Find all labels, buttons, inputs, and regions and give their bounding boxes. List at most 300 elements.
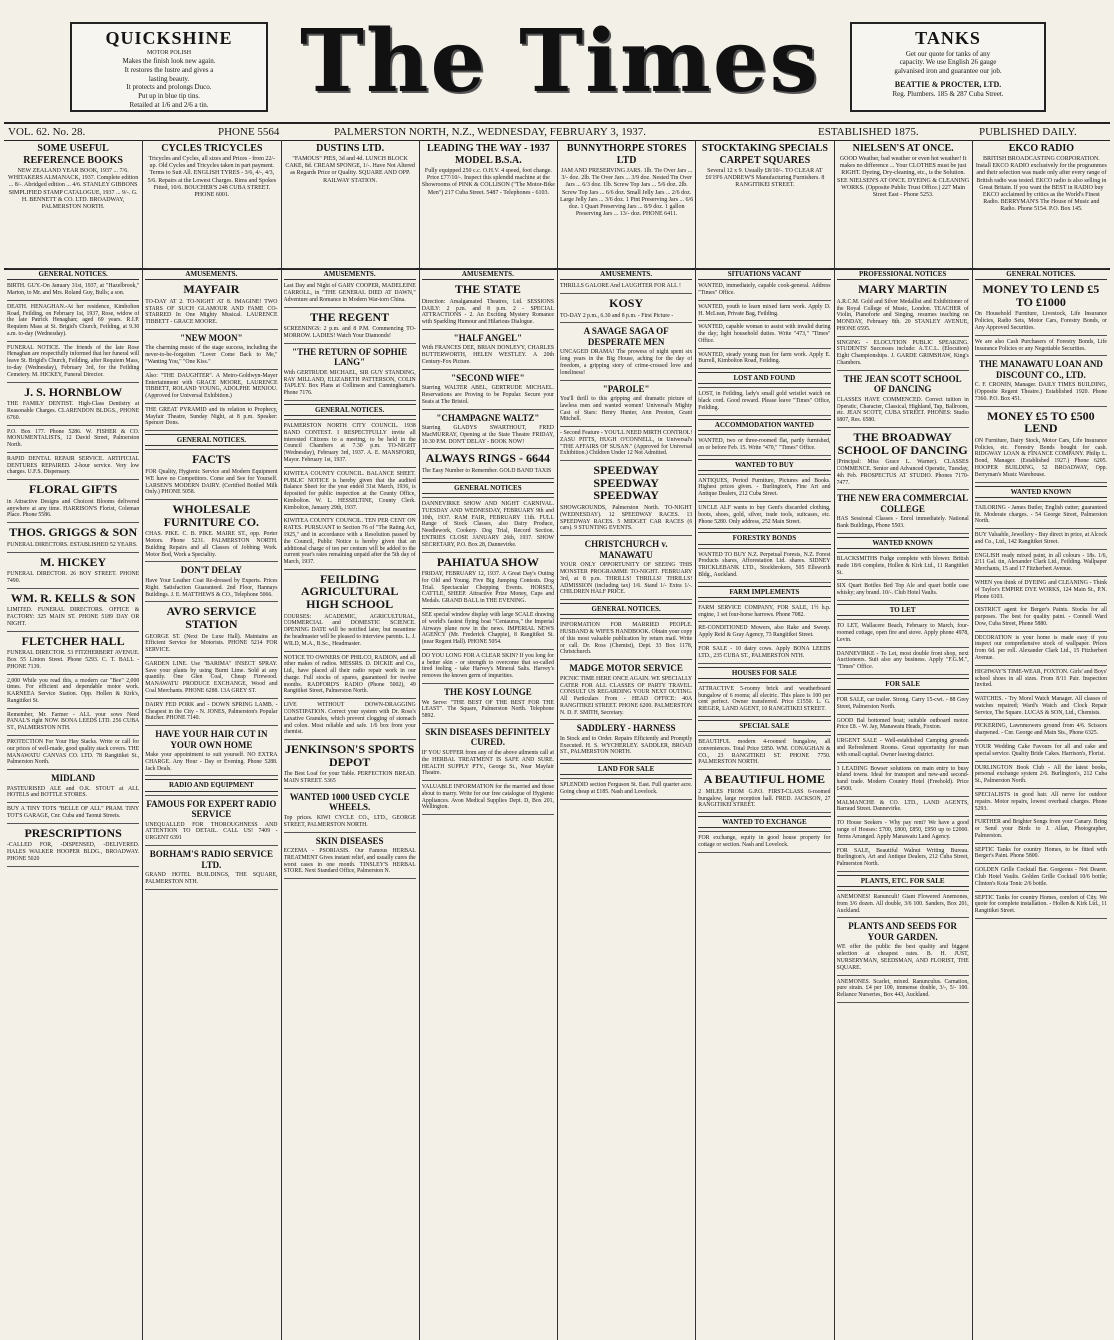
divider [284, 467, 416, 468]
column [560, 268, 692, 1340]
column-rule [142, 268, 143, 1340]
advert-subheadline: "SECOND WIFE" [451, 372, 525, 383]
divider [422, 608, 554, 609]
top-advert-text: Tricycles and Cycles, all sizes and Prices - from 22/- up. Old Cycles and Tricycles taken in part payment. Terms to Suit All. ENGLISH TYRES - 3/6, 4/-, 4/3, 5/6. Repairs at the Lowest Charges. Rims and Spokes Fitted, 10/6. BOUCHER'S 248 CUBA STREET. PHONE 6001. [147, 156, 277, 198]
top-advert-heading: EKCO RADIO [1008, 143, 1075, 154]
advert-subheadline: THE MANAWATU LOAN AND DISCOUNT CO., LTD. [978, 359, 1103, 380]
divider [837, 693, 969, 694]
divider [7, 823, 139, 824]
notice-text: FOR Quality, Hygienic Service and Modern Equipment WE have no Competitors. Come and See for Yourself. LARSEN'S MODERN DAIRY. (Certified Bottled Milk Only.) PHONE 5058. [145, 469, 278, 496]
advert-headline: J. S. HORNBLOW [24, 384, 123, 399]
divider [837, 647, 969, 648]
notice-text: LIMITED. FUNERAL DIRECTORS. OFFICE & FACTORY: 325 MAIN ST. PHONE 5189 DAY OR NIGHT. [7, 607, 140, 627]
divider [560, 460, 692, 461]
top-advert-heading: LEADING THE WAY - 1937 MODEL B.S.A. [426, 143, 550, 166]
notice-text: WANTED, immediately, capable cook-general. Address "Times" Office. [698, 283, 831, 296]
divider [422, 552, 554, 553]
right-ear-advert [850, 22, 1046, 112]
divider [7, 631, 139, 632]
divider [698, 812, 830, 813]
divider [975, 603, 1107, 604]
notice-text: UNCAGED DRAMA! The prowess of night spent six long years in the Big House, aching for the day of freedom, a gripping story of crime-crossed love and loneliness! [560, 349, 693, 376]
divider [145, 369, 277, 370]
notice-text: SCREENINGS: 2 p.m. and 8 P.M. Commencing TO-MORROW. LADIES! Watch Your Diamonds! [283, 326, 416, 339]
notice-text: SINGING - ELOCUTION PUBLIC SPEAKING. STUDENTS' Successes include: A.T.C.L. (Elocution) Eight Championships. J. GARDE GRIMSHAW, King's Chambers. [836, 339, 969, 367]
notice-text: We are also Cash Purchasers of Forestry Bonds, Life Insurance Policies or any Negotiable Securities. [974, 338, 1107, 352]
column [7, 268, 139, 1340]
divider [422, 814, 554, 815]
divider [698, 735, 830, 736]
divider [698, 831, 830, 832]
top-advert-heading: CYCLES TRICYCLES [161, 143, 263, 154]
notice-text: CHAS. PIKE. C. B. PIKE. MAIRE ST., opp. Porter Motors. Phone 5231. PALMERSTON NORTH. Building Repairs and all Classes of Jobbing Work. Motor Bod, Work a Speciality. [145, 531, 278, 558]
divider [422, 649, 554, 650]
notice-text: DEATH. HENAGHAN.-At her residence, Kimbolton Road, Feilding, on February 1st, 1937, Rose, widow of the late Patrick Henaghan; aged 69 years. R.I.P. Requiem Mass at St. Brigid's Church, Feilding, at 9.30 a.m. to-day (Wednesday). [7, 303, 140, 337]
notice-text: Last Day and Night of GARY COOPER, MADELEINE CARROLL, in "THE GENERAL DIED AT DAWN," Adventure and Romance in Modern War-torn China. [283, 283, 416, 303]
notice-text: We Serve: "THE BEST OF THE BEST FOR THE LEAST". The Square, Palmerston North. Telephone 5892. [421, 699, 554, 720]
notice-text: In Stock and to Order. Repairs Efficiently and Promptly Executed. H. S. WYCHERLEY. SADDLER, BROAD ST., PALMERSTON NORTH. [560, 735, 693, 756]
column-rule [281, 268, 282, 1340]
advert-subheadline: THE KOSY LOUNGE [444, 687, 532, 698]
notice-text: FOR SALE, Beautiful Walnut Writing Bureau. Burlington's, Art and Antique Dealers, 212 Cuba Street, Palmerston North. [836, 847, 969, 868]
divider [560, 799, 692, 800]
divider [837, 579, 969, 580]
divider [284, 832, 416, 833]
column-rule [557, 268, 558, 1340]
notice-text: DISTRICT agent for Berger's Paints. Stocks for all purposes. The best for quality paint. - Connell Ward Dow, Cuba Street, Phone 5880. [974, 607, 1107, 627]
column-heading: AMUSEMENTS. [560, 268, 692, 280]
notice-text: GOOD Bal bottomed boat; suitable outboard motor. Price £8. - W. Jay, Manawatu Heads, Foxton. [836, 717, 969, 731]
divider [837, 533, 969, 534]
advert-subheadline: DON'T DELAY [180, 565, 243, 576]
notice-text: BLACKSMITHS Fudge complete with blower. British made 18/6 complete, Hollen & Kirk Ltd., 11 Rangitikei St. [836, 556, 969, 576]
notice-text: P.O. Box 177. Phone 5286. W. FISHER & CO. MONUMENTALISTS, 12 David Street, Palmerston North. [7, 428, 140, 449]
notice-text: HIGHWAY'S TIME-WEAR, FOXTON. Girls' and Boys' school shoes in all sizes. From 8/11 Pair. Inspection Invited. [974, 668, 1107, 689]
column-heading: SITUATIONS VACANT [698, 268, 830, 280]
top-advert-text: Several 12 x 9. Usually £8/10/-. TO CLEAR AT £6'19'6 ANDREW'S Manufacturing Furnishers. 8 RANGITIKEI STREET. [705, 168, 825, 189]
divider [145, 430, 277, 431]
divider [698, 663, 830, 664]
section-heading: LOST AND FOUND [698, 372, 830, 384]
divider [698, 852, 830, 853]
divider [975, 665, 1107, 666]
divider [560, 380, 692, 381]
divider [837, 552, 969, 553]
notice-text: RE-CONDITIONED Mowers, also Rake and Sweep. Apply Reid & Gray Agency, 73 Rangitikei Street. [698, 625, 831, 639]
divider [7, 522, 139, 523]
divider [422, 329, 554, 330]
divider [7, 425, 139, 426]
divider [837, 890, 969, 891]
notice-text: KIWITEA COUNTY COUNCIL. TEN PER CENT ON RATES. PURSUANT to Section 76 of "The Rating Act, 1925," and in accordance with a Resolution passed by the Council, Public Notice is hereby given that an additional charge of ten per centum will be added to the current year's rates remaining unpaid after the 5th day of March, 1937. [283, 518, 416, 566]
advert-headline: KOSY [609, 295, 644, 310]
top-advert [4, 140, 142, 268]
notice-text: The charming music of the stage success, including the never-to-be-forgotten "Lover Come Back to Me," "Wanting You," "One Kiss." [145, 345, 278, 365]
divider [145, 499, 277, 500]
divider [975, 406, 1107, 407]
section-heading: GENERAL NOTICES. [560, 603, 692, 615]
notice-text: in Attractive Designs and Choicest Blooms delivered anywhere at any time. HARRISON'S Florist, Coleman Place. Phone 5586. [7, 498, 140, 519]
notice-text: DECORATION is your home is made easy if you inspect our comprehensive stock of wallpaper. Prices from 6d. per roll. Alexander Clark Ltd., 15 Fitzherbert Avenue. [974, 634, 1107, 661]
divider [698, 474, 830, 475]
notice-text: WANTED TO BUY N.Z. Perpetual Forests, N.Z. Forest Products shares, Afforestation Ltd. shares. SIDNEY TRICKLEBANK LTD., Stockbrokers, 505 Ellsworth Bldg., Auckland. [698, 551, 831, 578]
advert-subheadline: MADGE MOTOR SERVICE [569, 663, 683, 674]
advert-headline: FEILDING AGRICULTURAL HIGH SCHOOL [300, 571, 399, 612]
divider [560, 759, 692, 760]
left-ear-sub: MOTOR POLISH [146, 49, 192, 56]
divider [698, 455, 830, 456]
left-ear-line: Makes the finish look new again. [122, 57, 216, 65]
advert-subheadline: A SAVAGE SAGA OF DESPERATE MEN [583, 326, 669, 347]
divider [284, 788, 416, 789]
notice-text: FOR SALE - 10 dairy cows. Apply BONA LEEDS LTD., 235 CUBA ST., PALMERSTON NTH. [698, 646, 831, 659]
top-advert-text: JAM AND PRESERVING JARS. 1lb. Tie Over Jars ... 3/- doz. 2lb. Tie Over Jars ... 3/9 doz. Nested Tin Over Jars ... 6/3 doz. 1lb. Screw Top Jars ... 5/6 doz. 2lb. Screw Top Jars ... 6/6 doz. Small Jelly Jars ... 2/6 doz. Large Jelly Jars ... 3/6 doz. 1 Pint Preserving Jars ... 6/6 doz. 1 Quart Preserving Jars ... 8/9 doz. 1 gallon Preserving Jars ... 13/- doz. PHONE 6411. [560, 168, 694, 218]
divider [284, 514, 416, 515]
notice-text: FUNERAL DIRECTOR. 26 BOY STREET. PHONE 7490. [7, 571, 140, 584]
advert-subheadline: FAMOUS FOR EXPERT RADIO SERVICE [146, 798, 277, 820]
section-heading: WANTED TO EXCHANGE [698, 816, 830, 828]
notice-text: WANTED, youth to learn mixed farm work. Apply D. H. McLean, Private Bag, Feilding. [698, 303, 831, 317]
divider [560, 426, 692, 427]
notice-text: TAILORING - James Butler, English cutter; guaranteed fit. Moderate charges. - 54 George Street, Palmerston North. [974, 504, 1107, 525]
left-ear-line: It protects and prolongs Duco. [126, 83, 212, 92]
notice-text: FOR exchange, equity in good house property for cottage or section. Nash and Lovelock. [698, 835, 831, 849]
notice-text: With GERTRUDE MICHAEL, SIR GUY STANDING, RAY MILLAND, ELIZABETH PATTERSON, COLIN TAPLEY. Box Plans at Collinson and Cunninghame's. Phone 7176. [283, 369, 416, 397]
divider [975, 740, 1107, 741]
notice-text: THE GREAT PYRAMID and its relation to Prophecy, Mayfair Theatre, Sunday Night, at 8 p.m. Speaker: Spencer Dons. [145, 406, 278, 427]
divider [698, 320, 830, 321]
notice-text: MALMANCHE & CO. LTD., LAND AGENTS, Barraud Street. Dannevirke. [836, 799, 969, 813]
notice-text: ON Furniture, Dairy Stock, Motor Cars, Life Insurance Policies, etc. Forestry Bonds bought for cash. RIDGWAY LOAN & FINANCE COMPANY. Philip L. Bond, Manager. (Established 1927.) Phone 6205. HOOPER BUILDING, 52 BROADWAY, Opp. Berryman's Music Warehouse. [974, 437, 1107, 478]
notice-text: NOTICE TO OWNERS OF PHILCO, RADION, and all other makes of radios. MESSRS. D. DICKIE and Co., Ltd., have placed all their radio repair work in our charge. Full stocks of spares, guaranteed for twelve months. RADFORD'S RADIO (Phone 5002), 49 Rangitikei Street, Palmerston North. [283, 654, 416, 695]
divider [837, 762, 969, 763]
notice-text: BEAUTIFUL modern 4-roomed bungalow, all conveniences. Total Price £850. WM. CONAGHAN & CO., 23 RANGITIKEI ST. PHONE 7750. PALMERSTON NORTH. [698, 739, 831, 766]
divider [698, 434, 830, 435]
divider [145, 449, 277, 450]
divider [837, 734, 969, 735]
notice-text: Top prices. KIWI CYCLE CO., LTD., GEORGE STREET, PALMERSTON NORTH. [283, 814, 416, 828]
advert-headline: THE STATE [454, 282, 521, 297]
place-and-date: PALMERSTON NORTH, N.Z., WEDNESDAY, FEBRUARY 3, 1937. [334, 126, 646, 138]
section-heading: WANTED KNOWN [975, 486, 1107, 498]
section-heading: PLANTS, ETC. FOR SALE [837, 875, 969, 887]
notice-text: DANNEVIRKE - To Let, most double front shop, next Auctioneers. Suit also any business. Apply "F.G.M.", "Times" Office. [836, 650, 969, 671]
advert-subheadline: PLANTS AND SEEDS FOR YOUR GARDEN. [848, 921, 958, 942]
advert-headline: JENKINSON'S SPORTS DEPOT [284, 742, 415, 769]
notice-text: LOST, in Feilding, lady's small gold wristlet watch on black cord. Good reward. Please leave "Times" Office, Feilding. [698, 391, 831, 411]
notice-text: GARDEN LINE. Use "BARIMA" INSECT SPRAY. Save your plants by using Burnt Lime. Sold at any quantity. One Glen Coal, Cheap Firewood. MANAWATU PRODUCE EXCHANGE, Wood and Coal Merchants. PHONE 6288. 13A GREY ST. [145, 660, 278, 694]
divider [145, 561, 277, 562]
divider [837, 871, 969, 872]
divider [145, 698, 277, 699]
divider [284, 419, 416, 420]
advert-headline: PAHIATUA SHOW [436, 554, 539, 569]
column-heading: AMUSEMENTS. [145, 268, 277, 280]
published-daily: PUBLISHED DAILY. [979, 126, 1077, 138]
divider [698, 716, 830, 717]
advert-subheadline: SKIN DISEASES [315, 835, 384, 846]
advert-headline: THOS. GRIGGS & SON [9, 525, 138, 540]
advert-subheadline: "NEW MOON" [180, 332, 243, 343]
column-rule [419, 268, 420, 1340]
notice-text: BUY A TINY TOTS "BELLE OF ALL" PRAM. TINY TOT'S GARAGE, Cnr. Cuba and Taonui Streets. [7, 806, 140, 819]
top-advert [419, 140, 557, 268]
notice-text: LIVE WITHOUT DOWN-DRAGGING CONSTIPATION. Correct your system with Dr. Ross's Laxative Granules, which prevent clogging of stomach and colon. Most reliable and safe. 1/6 box from your chemist. [283, 702, 416, 736]
advert-subheadline: THE NEW ERA COMMERCIAL COLLEGE [837, 493, 969, 514]
divider [284, 307, 416, 308]
notice-text: GRAND HOTEL BUILDINGS, THE SQUARE, PALMERSTON NTH. [145, 872, 278, 885]
established-year: ESTABLISHED 1875. [818, 126, 919, 138]
divider [837, 1002, 969, 1003]
advert-headline: THE BROADWAY SCHOOL OF DANCING [837, 429, 968, 457]
column [284, 268, 416, 1340]
masthead [0, 0, 1114, 120]
divider [145, 795, 277, 796]
advert-headline: AVRO SERVICE STATION [166, 604, 257, 631]
left-ear-line: Put up in blue tip tins. [138, 92, 200, 100]
advert-headline: FLORAL GIFTS [28, 482, 118, 497]
divider [560, 618, 692, 619]
notice-text: 2 MILES FROM G.P.O. FIRST-CLASS 6-roomed bungalow, large reception hall. FRED. JACKSON, 27 RANGITIKEI STREET. [698, 788, 831, 809]
column [698, 268, 830, 1340]
advert-subheadline: HAVE YOUR HAIR CUT IN YOUR OWN HOME [155, 729, 268, 750]
divider [698, 300, 830, 301]
section-heading: RADIO AND EQUIPMENT [145, 779, 277, 791]
divider [7, 674, 139, 675]
column [837, 268, 969, 1340]
notice-text: Make your appointment to suit yourself. NO EXTRA CHARGE. Any Hour - Day or Evening. Phone 5288. Jack Deals. [145, 752, 278, 772]
section-heading: SPECIAL SALE [698, 720, 830, 732]
advert-subheadline: SADDLERY - HARNESS [576, 723, 676, 734]
notice-text: GOLDEN Grille Cocktail Bar. Gorgeous - Not Dearer. Club Hotel Vaults. Golden Grille Cocktail 10/6 bottle; Clinton's Koia Tonic 2/6 bottle. [974, 867, 1107, 887]
notice-text: - Second Feature - YOU'LL NEED MIRTH CONTROL! ZASU PITTS, HUGH O'CONNELL, in Universal's "THE AFFAIRS OF SUSAN." (Approved for Universal Exhibition.) Children Under 12 Not Admitted. [560, 430, 693, 457]
divider [837, 816, 969, 817]
notice-text: Have Your Leather Coat Re-dressed by Experts. Prices Right. Satisfaction Guaranteed. 2nd Floor, Hannays Buildings. J. E. MATTHEWS & CO., Telephone 5066. [145, 577, 278, 598]
notice-text: SPLENDID section Ferguson St. East. Full quarter acre. Going cheap at £185. Nash and Lovelock. [560, 782, 693, 796]
notice-text: FARM SERVICE COMPANY, FOR SALE, 1½ h.p. engine, 1 set four-horse harrows. Phone 7082. [698, 604, 831, 618]
section-heading: GENERAL NOTICES [422, 482, 554, 494]
advert-headline: SPEEDWAY SPEEDWAY SPEEDWAY [593, 463, 659, 503]
right-ear-heading: TANKS [915, 28, 981, 48]
right-ear-line: Get our quote for tanks of any [905, 49, 991, 58]
section-heading: TO LET [837, 604, 969, 616]
section-heading: GENERAL NOTICES. [284, 404, 416, 416]
notice-text: PASTEURISED ALE and O.K. STOUT at ALL HOTELS and BOTTLE STORES. [7, 785, 140, 799]
divider [698, 387, 830, 388]
notice-text: PROTECTION For Your Hay Stacks. Write or call for our prices of well-made, good quality stack covers. THE MANAWATU CANVAS CO. LTD. 78 Rangitikei St., Palmerston North. [7, 739, 140, 766]
notice-text: VALUABLE INFORMATION for the married and those about to marry. Write for our free catalogue of Hygienic Appliances. Avon Medical Supplies Dept. D, Box 201, Wellington. [421, 784, 554, 811]
notice-text: WHEN you think of DYEING and CLEANING - Think of Taylor's EMPIRE DYE WORKS, 124 Main St., P.N. Phone 6103. [974, 579, 1107, 600]
notice-text: SEPTIC Tanks for country Homes, comfort of City. We quote for complete installation. - Hollen & Kirk Ltd., 11 Rangitikei Street. [974, 894, 1107, 915]
divider [975, 843, 1107, 844]
divider [284, 878, 416, 879]
advert-headline: MAYFAIR [183, 282, 240, 297]
notice-text: TO-DAY AT 2. TO-NIGHT AT 8. IMAGINE! TWO STARS OF SUCH GLAMOUR AND FAME CO-STARRED In One Mighty Musical. LAURENCE TIBBETT - GRACE MOORE. [145, 298, 278, 326]
notice-text: DAIRY FED PORK and - DOWN SPRING LAMB. - Cheapest in the City - N. JONES, Palmerston's Popular Butcher. PHONE 7140. [145, 701, 278, 722]
column-heading: AMUSEMENTS. [284, 268, 416, 280]
notice-text: Starring WALTER ABEL, GERTRUDE MICHAEL. Reservations are Proving to be Popular. Secure your Seats at The Bristol. [421, 385, 554, 405]
divider [422, 448, 554, 449]
divider [975, 788, 1107, 789]
top-advert [695, 140, 833, 268]
right-ear-line: galvanised iron and guarantee our job. [894, 67, 1002, 75]
divider [284, 569, 416, 570]
notice-text: ANTIQUES, Period Furniture, Pictures and Books. Highest prices given. - Burlington's, Fine Art and Antique Dealers, 212 Cuba Street. [698, 477, 831, 498]
notice-text: PICNIC TIME HERE ONCE AGAIN. WE SPECIALLY CATER FOR ALL CLASSES OF PARTY TRAVEL. CONSULT US REGARDING YOUR NEXT OUTING. All Particulars From - HEAD OFFICE: 40A RANGITIKEI STREET. PHONE 6200. PALMERSTON N. D. F. SMITH, Secretary. [560, 675, 693, 716]
notice-text: ANEMONES! Ranunculi! Giant Flowered Anemones, from 3/6 dozen. All double, 3/6 100. Sanders, Box 201, Auckland. [836, 894, 969, 914]
column-heading: PROFESSIONAL NOTICES [837, 268, 969, 280]
notice-text: WANTED, two or three-roomed flat, partly furnished, on or before Feb. 15. Write "470," "Times" Office. [698, 437, 831, 451]
column-heading: AMUSEMENTS. [422, 268, 554, 280]
notice-text: DO YOU LONG FOR A CLEAR SKIN? If you long for a better skin - or strength to overcome that so-called tired feeling - take Harvey's Mineral Salts. Harvey's removes the known germ of impurities. [421, 652, 554, 680]
section-heading: HOUSES FOR SALE [698, 667, 830, 679]
divider [560, 599, 692, 600]
notice-text: THRILLS GALORE And LAUGHTER FOR ALL ! [560, 283, 681, 290]
notice-text: DURLINGTON Book Club - All the latest books, personal exchange system 2/6. Burlington's, 212 Cuba St., Palmerston North. [974, 764, 1107, 785]
notice-text: On Household Furniture, Livestock, Life Insurance Policies, Radio Sets, Motor Cars, Forestry Bonds, or Any Approved Securities. [974, 311, 1107, 331]
notice-text: Direction: Amalgamated Theatres, Ltd. SESSIONS DAILY: 2 p.m. and 8 p.m. 2 - SPECIAL ATTRACTIONS - 2. An Exciting Mystery Romance with Sparkling Humour and Hilarious Dialogue. [421, 298, 554, 326]
notice-text: 3 LEADING Bowser solutions on main entry to busy inland towns. Ideal for transport and new-and second-hand trade. Modern Country Hotel (Freehold). Price £4500. [836, 765, 969, 792]
top-advert [281, 140, 419, 268]
notice-text: Also: "THE DAUGHTER". A Metro-Goldwyn-Mayer Entertainment with GRACE MOORE, LAURENCE TIBBETT, ROLAND YOUNG, ADOLPHE MENJOU. (Approved for Universal Exhibition.) [145, 372, 278, 400]
phone-number: PHONE 5564 [218, 126, 280, 138]
notice-text: ENGLISH ready mixed paint, in all colours - 18s. 1/6, 2/11 Gal. tin, Alexander Clark Ltd., Feilding. Wallpaper Merchants, 15 and 17 Fitzherbert Avenue. [974, 552, 1107, 573]
notice-text: PALMERSTON NORTH CITY COUNCIL. 1938 BAND CONTEST. I RESPECTFULLY invite all interested Citizens to a meeting, to be held in the Council Chambers at 7.30 p.m. TO-NIGHT (Wednesday), February 3rd, 1937. A. E. MANSFORD, Mayor. February 1st, 1937. [283, 423, 416, 463]
column [145, 268, 277, 1340]
column [422, 268, 554, 1340]
divider [975, 355, 1107, 356]
left-ear-heading: QUICKSHINE [105, 28, 233, 48]
divider [422, 683, 554, 684]
notice-text: A.R.C.M. Gold and Silver Medallist and Exhibitioner of the Royal College of Music, London. TEACHER of Violin, Pianoforte and Singing, resumes teaching on MONDAY, February 8th. 20 STANLEY AVENUE, PHONE 6595. [836, 298, 969, 332]
divider [975, 918, 1107, 919]
top-advert-heading: SOME USEFUL REFERENCE BOOKS [23, 143, 123, 166]
divider [975, 576, 1107, 577]
top-advert-text: "FAMOUS" PIES, 3d and 4d. LUNCH BLOCK CAKE, 8d. CREAM SPONGE, 1/-. Have Not Altered as Regards Price or Quality. SQUARE AND OPP. RAILWAY STATION. [285, 156, 415, 184]
notice-text: FOR SALE, car trailer. Strong. Carry 15-cwt. - 88 Grey Street, Palmerston North. [836, 697, 969, 710]
notice-text: BUY Valuable, Jewellery - Buy direct in price, at Alcock and Co., Ltd., 142 Rangitikei Street. [974, 532, 1107, 545]
notice-text: You'll thrill to this gripping and dramatic picture of lawless men and wanted women! Universal's Mighty Cast of Stars: Henry Hunter, Ann Preston, Grant Mitchell. [560, 396, 693, 423]
left-ear-line: It restores the lustre and gives a [124, 65, 214, 74]
divider [975, 549, 1107, 550]
notice-text: TO-DAY 2 p.m., 6.30 and 8 p.m. - First Picture - [560, 312, 674, 319]
section-heading: FOR SALE [837, 678, 969, 690]
advert-subheadline: "HALF ANGEL" [453, 332, 523, 343]
divider [837, 619, 969, 620]
top-advert-text: BRITISH BROADCASTING CORPORATION. Install EKCO RADIO exclusively for the programmes and their selection was made only after every range of British radio was tested. EKCO radio is also selling in Great Britain. If you want the BEST in RADIO buy EKCO acclaimed by critics as the World's Finest Radio. BERRYMAN'S The House of Music and Radio. Phone 5154. P.O. Box 145. [975, 156, 1107, 213]
top-advert-row [4, 140, 1110, 270]
notice-text: (Principal: Miss Grace L. Warner). CLASSES COMMENCE. Senior and Advanced Operatic, Tuesday, 4th Feb. PROSPECTUS AT STUDIO. Phones 7170-7477. [836, 459, 969, 486]
notice-text: TO LET, Wallacere Beach, February to March, four-roomed cottage, open fire and stove. Apply phone 4978, Levin. [836, 623, 969, 643]
dateline [4, 122, 1110, 141]
notice-text: SIX Quart Bottles Bed Top Ale and quart bottle case whisky; any brand. 10/-. Club Hotel Vaults. [836, 583, 969, 597]
left-ear-advert [70, 22, 268, 112]
divider [975, 335, 1107, 336]
notice-text: TO House Seekers - Why pay rent? We have a good range of Houses: £700, £800, £850, £950 up to £2000. Terms Arranged. Apply Manawatu Land Agency. [836, 820, 969, 840]
top-advert [972, 140, 1110, 268]
notice-text: FRIDAY, FEBRUARY 12, 1937. A Great Day's Outing for Old and Young. Five Big Jumping Contests. Dog Trial. Spectacular Chopping Events. HORSES, CATTLE, SHEEP. Attractive Prize Money, Cups and Medals. GRAND BALL in THE EVENING. [421, 571, 554, 605]
volume-number: VOL. 62. No. 28. [8, 126, 86, 138]
notice-text: ANEMONES. Scarlet, mixed. Ranunculus. Carnation, pure strain. £4 per 100, immense double, 3/-, 5/- 100. Reliance Nurseries, Box 443, Auckland. [836, 978, 969, 999]
divider [145, 775, 277, 776]
advert-subheadline: THE JEAN SCOTT SCHOOL OF DANCING [843, 373, 962, 395]
divider [837, 844, 969, 845]
advert-headline: PRESCRIPTIONS [24, 825, 122, 840]
divider [284, 698, 416, 699]
divider [284, 400, 416, 401]
notice-text: WANTED, steady young man for farm work. Apply E. Burrell, Kimbolton Road, Feilding. [698, 351, 831, 365]
section-heading: FARM IMPLEMENTS [698, 586, 830, 598]
advert-subheadline: CHRISTCHURCH v. MANAWATU [584, 539, 668, 560]
divider [145, 725, 277, 726]
divider [837, 600, 969, 601]
right-ear-line: Reg. Plumbers. 185 & 287 Cuba Street. [892, 89, 1004, 98]
notice-text: RAPID DENTAL REPAIR SERVICE. ARTIFICIAL DENTURES REPAIRED. 2-hour service. Very low charges. U.F.S. Dispensary. [7, 455, 140, 476]
top-advert [557, 140, 695, 268]
top-advert [834, 140, 972, 268]
advert-subheadline: BORHAM'S RADIO SERVICE LTD. [149, 849, 273, 870]
notice-text: URGENT SALE - Well-established Camping grounds and Refreshment Rooms. Great opportunity for man with small capital. Owner leaving district. [836, 738, 969, 758]
notice-text: SHOWGROUNDS, Palmerston North. TO-NIGHT (WEDNESDAY). 12 SPEEDWAY RACES. 13 SPEEDWAY RACES. 5 MIDGET CAR RACES (6 cars). 9 STUNTING EVENTS. [560, 505, 693, 532]
notice-text: GEORGE ST. (Next De Luxe Hall). Maintains an Efficient Service for Motorists. PHONE 5214 FOR SERVICE. [145, 633, 278, 654]
section-heading: GENERAL NOTICES. [145, 434, 277, 446]
divider [698, 548, 830, 549]
divider [422, 409, 554, 410]
divider [698, 601, 830, 602]
divider [698, 621, 830, 622]
advert-headline: MARY MARTIN [858, 282, 948, 297]
notice-text: BIRTH. GUY.-On January 31st, 1937, at "Hazelbrook," Marton, to Mr. and Mrs. Roland Guy, Bulls; a son. [7, 283, 140, 296]
divider [975, 501, 1107, 502]
divider [975, 631, 1107, 632]
divider [560, 322, 692, 323]
divider [698, 642, 830, 643]
divider [837, 975, 969, 976]
divider [975, 761, 1107, 762]
divider [7, 769, 139, 770]
notice-text: KIWITEA COUNTY COUNCIL. BALANCE SHEET. PUBLIC NOTICE is hereby given that the audited Balance Sheet for the year ended 31st March, 1936, is deposited for public inspection at the County Office, Kimbolton. W. L. HESSELTINE, County Clerk. Kimbolton, January 29th, 1937. [283, 470, 416, 511]
divider [975, 815, 1107, 816]
divider [560, 293, 692, 294]
notice-text: FUNERAL NOTICE. The friends of the late Rose Henaghan are respectfully informed that her funeral will leave St. Brigid's Church, Feilding, after Requiem Mass, to-day (Wednesday), February 3rd, for the Feilding Cemetery. M. HICKEY, Funeral Director. [7, 344, 140, 378]
top-advert-text: Fully equipped 250 c.c. O.H.V. 4 speed, foot change. Price £77/10/-. Inspect this splendid machine at the Showrooms of PINK & COLLISON ("The Motor-Bike Men") 217 Cuba Street. 5487 - Telephones - 6103. [421, 168, 555, 196]
advert-headline: WM. R. KELLS & SON [10, 590, 136, 605]
advert-subheadline: WANTED 1000 USED CYCLE WHEELS. [289, 791, 410, 813]
notice-text: DANNEVIRKE SHOW AND NIGHT CARNIVAL. TUESDAY AND WEDNESDAY, FEBRUARY 9th and 10th, 1937. RAM FAIR, FEBRUARY 11th. FULL Range of Stock Classes, also Dairy Produce, Needlework, Cookery. Dog Trial, Record Section. ENTRIES CLOSE JANUARY 26th, 1937. SHOW SECRETARY, P.O. Box 28, Dannevirke. [421, 501, 554, 548]
notice-text: FUNERAL DIRECTOR. 53 FITZHERBERT AVENUE. Box 55 Linton Street. Phone 5293. C. T. BALL - PHONE 7139. [7, 650, 140, 670]
divider [560, 719, 692, 720]
divider [7, 588, 139, 589]
notice-text: C. F. CRONIN, Manager. DAILY TIMES BUILDING, (Opposite Regent Theatre.) Established 1920. Phone 7360. P.O. Box 451. [974, 382, 1107, 402]
divider [284, 651, 416, 652]
divider [560, 535, 692, 536]
divider [422, 497, 554, 498]
column-rule [834, 268, 835, 1340]
notice-text: Remember, Mr. Farmer - ALL your sows Need PANAL'S right NOW. BONA LEEDS LTD. 256 CUBA ST., PALMERSTON NTH. [7, 711, 140, 732]
newspaper-title: The Times [300, 11, 820, 112]
divider [422, 723, 554, 724]
divider [145, 601, 277, 602]
divider [698, 415, 830, 416]
left-ear-line: lasting beauty. [148, 74, 190, 83]
divider [7, 866, 139, 867]
advert-headline: M. HICKEY [40, 554, 107, 569]
advert-headline: THE REGENT [310, 309, 390, 324]
column [975, 268, 1107, 1340]
notice-text: SEPTIC Tanks for country Homes, to be fitted with Berger's Paint. Phone 5800. [974, 846, 1107, 860]
advert-subheadline: MIDLAND [51, 773, 96, 784]
divider [975, 863, 1107, 864]
